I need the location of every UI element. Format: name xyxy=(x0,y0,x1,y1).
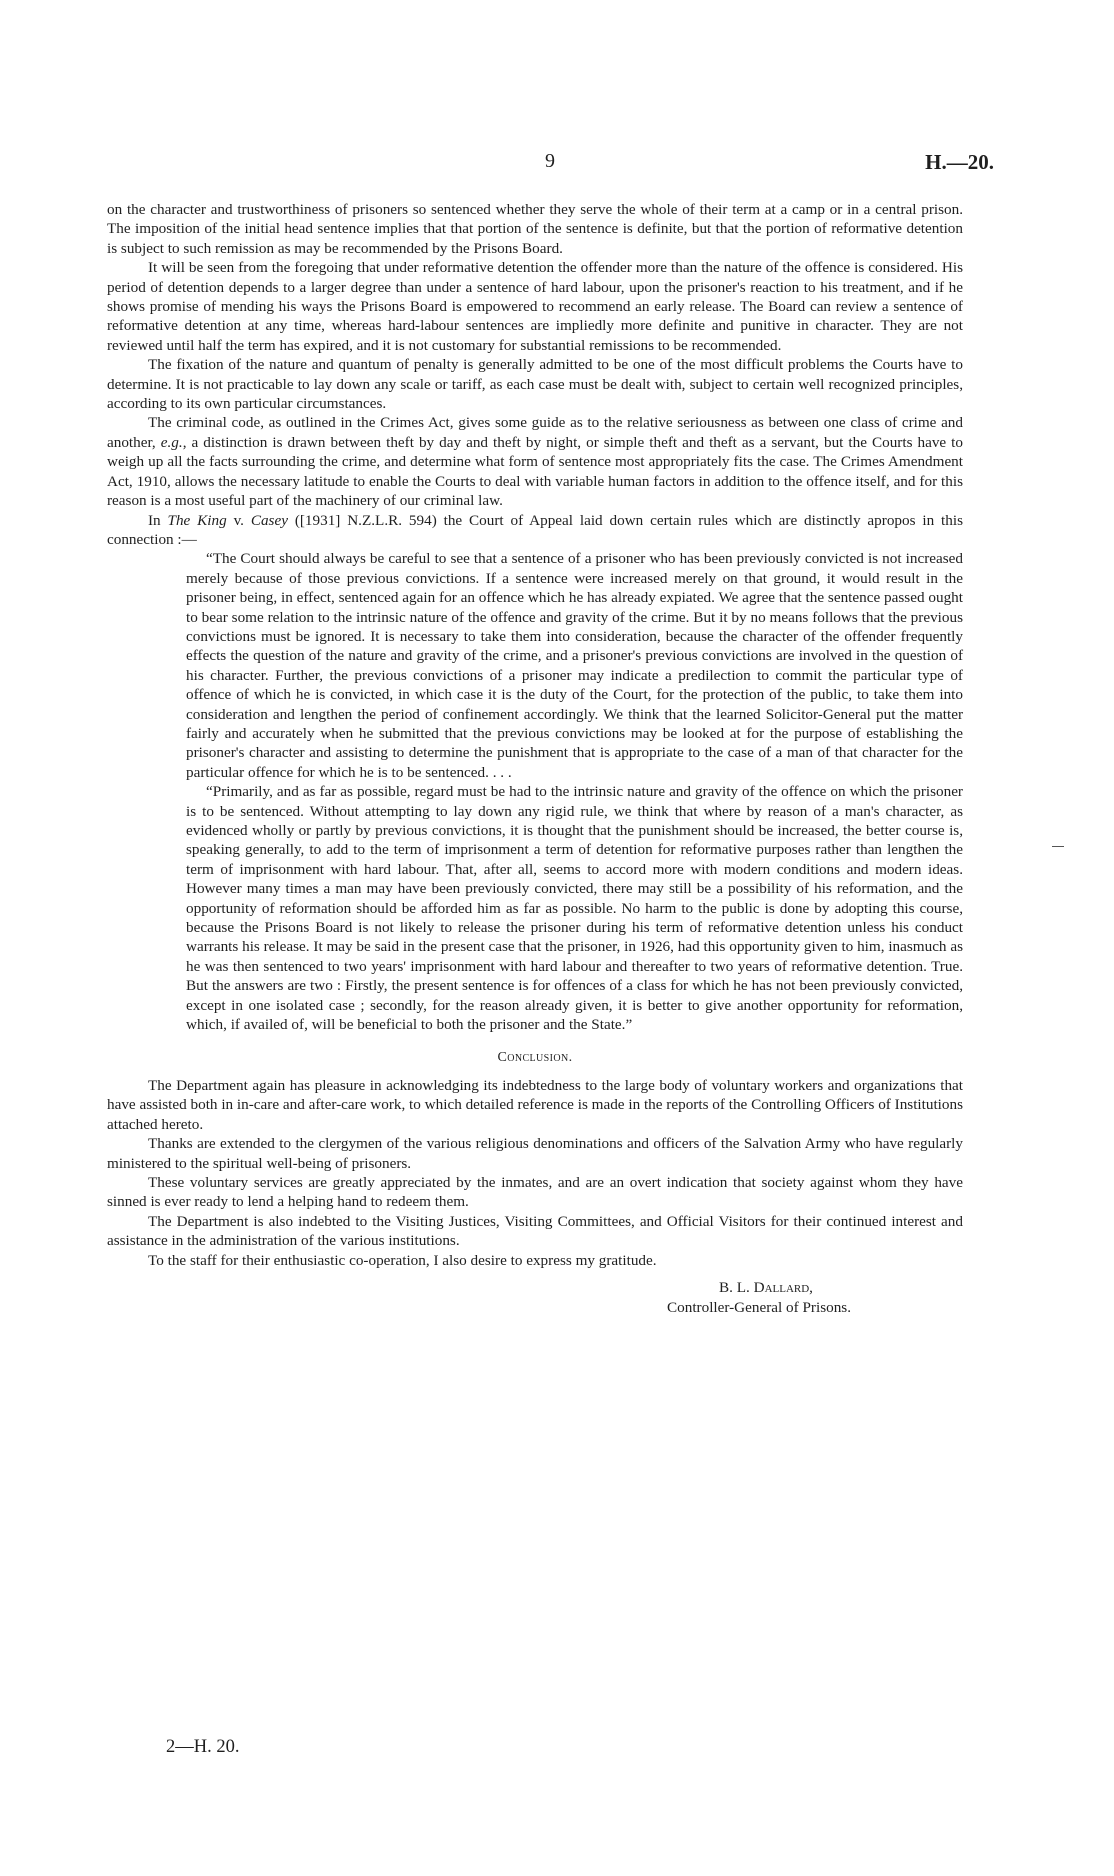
text-run: , a distinction is drawn between theft by day and theft by night, or simple theft and theft as a servant, but the Courts have to weigh up all the facts surrounding the crime, and determine what form of sentence most appropriately fits the case. The Crimes Amendment Act, 1910, allows the necessary latitude to enable the Courts to deal with variable human factors in addition to the offence itself, and for this reason is a most useful part of the machinery of our criminal law. xyxy=(107,433,963,510)
signatory-name: B. L. Dallard, xyxy=(719,1278,813,1296)
text-run: v. xyxy=(226,511,251,529)
signatory-title: Controller-General of Prisons. xyxy=(667,1298,852,1316)
footer-reference: 2—H. 20. xyxy=(166,1737,240,1757)
text-run: In xyxy=(148,511,168,529)
conclusion-paragraph: Thanks are extended to the clergymen of the various religious denominations and officers of the Salvation Army who have regularly ministered to the spiritual well-being of prisoners. xyxy=(107,1135,963,1172)
conclusion-paragraph: The Department again has pleasure in acknowledging its indebtedness to the large body of voluntary workers and organizations that have assisted both in in-care and after-care work, to which detailed reference is made in the reports of the Controlling Officers of Institutions attached hereto. xyxy=(107,1076,963,1133)
conclusion-section xyxy=(107,1076,963,1270)
conclusion-paragraph: These voluntary services are greatly appreciated by the inmates, and are an overt indication that society against whom they have sinned is ever ready to lend a helping hand to redeem them. xyxy=(107,1173,963,1211)
case-name-party: The King xyxy=(167,511,227,529)
conclusion-paragraph: The Department is also indebted to the Visiting Justices, Visiting Committees, and Official Visitors for their continued interest and assistance in the administration of the various institutions. xyxy=(107,1212,963,1250)
paragraph-reformative-detention: It will be seen from the foregoing that under reformative detention the offender more than the nature of the offence is considered. His period of detention depends to a larger degree than under a sentence of hard labour, upon the prisoner's reaction to his treatment, and if he shows promise of mending his ways the Prisons Board is empowered to recommend an early release. The Board can review a sentence of reformative detention at any time, whereas hard-labour sentences are impliedly more definite and punitive in character. They are not reviewed until half the term has expired, and it is not customary for substantial remissions to be recommended. xyxy=(107,259,963,354)
italic-abbreviation: e.g. xyxy=(160,433,183,451)
quote-paragraph: “The Court should always be careful to see that a sentence of a prisoner who has been previously convicted is not increased merely because of those previous convictions. If a sentence were increased merely on that ground, it would result in the prisoner being, in effect, sentenced again for an offence which he has already expiated. We agree that the sentence passed ought to bear some relation to the intrinsic nature of the offence and gravity of the crime. But it by no means follows that the previous convictions must be ignored. It is necessary to take them into consideration, because the character of the offender frequently effects the question of the nature and gravity of the crime, and a prisoner's previous convictions are involved in the question of his character. Further, the previous convictions of a prisoner may indicate a predilection to commit the particular type of offence of which he is convicted, in which case it is the duty of the Court, for the protection of the public, to take them into consideration and lengthen the period of confinement accordingly. We think that the learned Solicitor-General put the matter fairly and accurately when he submitted that the previous convictions may be looked at for the purpose of establishing the prisoner's character and assisting to determine the punishment that is appropriate to the case of a man of that character for the particular offence for which he is to be sentenced. . . . xyxy=(186,550,963,781)
paragraph-penalty-fixation: The fixation of the nature and quantum of penalty is generally admitted to be one of the most difficult problems the Courts have to determine. It is not practicable to lay down any scale or tariff, as each case must be dealt with, subject to certain well recognized principles, according to its own particular circumstances. xyxy=(107,356,963,413)
paragraph-case-citation xyxy=(107,511,963,550)
document-reference: H.—20. xyxy=(925,150,994,174)
block-quote xyxy=(107,549,963,1034)
conclusion-paragraph: To the staff for their enthusiastic co-operation, I also desire to express my gratitude. xyxy=(148,1251,657,1269)
section-heading-conclusion: Conclusion. xyxy=(497,1050,573,1066)
page-number: 9 xyxy=(545,150,555,172)
text-run: The criminal code, as outlined in the Crimes Act, gives some guide as to the relative seriousness as between one class of crime and another, xyxy=(107,414,963,451)
body-text xyxy=(107,200,963,1318)
margin-mark xyxy=(1052,846,1064,847)
paragraph-continuation: on the character and trustworthiness of prisoners so sentenced whether they serve the whole of their term at a camp or in a central prison. The imposition of the initial head sentence implies that that portion of the sentence is definite, but that the portion of reformative detention is subject to such remission as may be recommended by the Prisons Board. xyxy=(107,201,963,257)
text-run: ([1931] N.Z.L.R. 594) the Court of Appeal laid down certain rules which are distinctly apropos in this connection :— xyxy=(107,511,963,548)
case-name-party: Casey xyxy=(250,511,288,529)
signature-block xyxy=(667,1278,967,1318)
paragraph-criminal-code xyxy=(107,413,963,510)
quote-paragraph: “Primarily, and as far as possible, regard must be had to the intrinsic nature and gravity of the offence on which the prisoner is to be sentenced. Without attempting to lay down any rigid rule, we think that where by reason of a man's character, as evidenced wholly or partly by previous convictions, it is thought that the punishment should be increased, the better course is, speaking generally, to add to the term of imprisonment a term of detention for reformative purposes rather than lengthen the term of imprisonment with hard labour. That, after all, seems to accord more with modern conditions and modern ideas. However many times a man may have been previously convicted, there may still be a possibility of his reformation, and the opportunity of reformation should be afforded him as far as possible. No harm to the public is done by adopting this course, because the Prisons Board is not likely to release the prisoner during his term of reformative detention unless his conduct warrants his release. It may be said in the present case that the prisoner, in 1926, had this opportunity given to him, inasmuch as he was then sentenced to two years' imprisonment with hard labour and thereafter to two years of reformative detention. True. But the answers are two : Firstly, the present sentence is for offences of a class for which he has not been previously convicted, except in one isolated case ; secondly, for the reason already given, it is better to give another opportunity for reformation, which, if availed of, will be beneficial to both the prisoner and the State.” xyxy=(186,783,963,1034)
